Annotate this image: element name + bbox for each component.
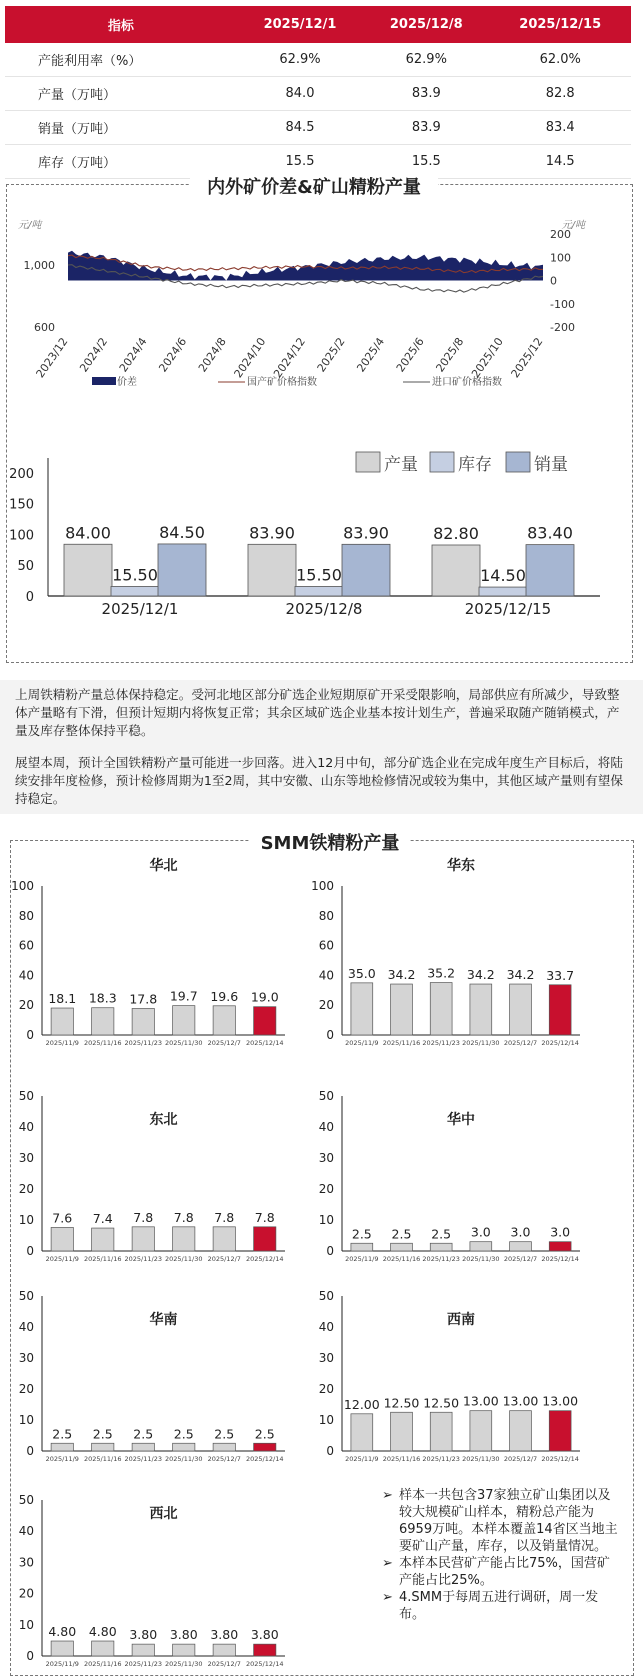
data-label: 4.80 [48,1624,77,1640]
bar [526,545,574,596]
legend-label: 库存 [458,455,492,475]
x-tick-label: 2025/11/23 [422,1255,460,1263]
data-label: 19.6 [210,988,239,1004]
x-tick-label: 2025/11/30 [462,1039,500,1047]
y-tick-right: -100 [550,297,575,311]
y-tick-label: 0 [26,1028,34,1042]
data-label: 84.00 [65,523,111,543]
y-tick-label: 30 [18,1151,34,1165]
bar [470,984,492,1035]
x-tick-label: 2025/12 [508,335,546,381]
table-cell: 产能利用率（%） [5,43,237,77]
table-cell: 62.0% [489,43,631,77]
data-label: 15.50 [112,565,158,585]
data-label: 35.2 [427,965,456,981]
data-label: 35.0 [347,965,376,981]
y-tick-label: 20 [18,1586,34,1601]
bar [510,1242,532,1251]
y-tick-label: 20 [18,998,34,1013]
data-label: 3.80 [129,1627,158,1643]
bar [391,1412,413,1451]
y-tick-label: 0 [26,1244,34,1258]
legend-label: 产量 [384,455,418,475]
x-tick-label: 2024/2 [77,335,111,375]
data-label: 18.3 [88,990,117,1006]
data-label: 82.80 [433,523,479,543]
x-tick-label: 2024/6 [156,335,190,375]
y-tick-label: 50 [318,1289,334,1303]
x-tick-label: 2025/6 [393,335,427,375]
data-label: 3.0 [550,1224,571,1240]
bar-highlight [549,985,571,1035]
bar [430,1412,452,1451]
x-tick-label: 2025/11/16 [84,1039,122,1047]
data-label: 12.00 [343,1396,380,1412]
bar-highlight [254,1443,276,1451]
y-tick-label: 60 [318,938,334,953]
bar [213,1443,235,1451]
sample-notes [382,1487,622,1623]
x-tick-label: 2025/11/23 [124,1455,162,1463]
data-label: 12.50 [383,1395,420,1411]
table-row [5,43,631,77]
y-tick-label: 20 [18,1182,34,1196]
chart-title: 东北 [149,1112,178,1128]
x-tick-label: 2025/12/7 [207,1039,241,1047]
legend-swatch [430,452,454,472]
data-label: 3.0 [510,1224,531,1240]
table-header: 指标 [5,6,237,43]
commentary-paragraph-2: 展望本周，预计全国铁精粉产量可能进一步回落。进入12月中旬，部分矿选企业在完成年度生产目标后，将陆续安排年度检修，预计检修周期为1至2周，其中安徽、山东等地检修情况或较为集中，其他区域产量则有望保持稳定。 [15,755,623,806]
bullet-text: 本样本民营矿产能占比75%，国营矿产能占比25%。 [399,1556,610,1588]
x-tick-label: 2025/12/7 [207,1455,241,1463]
y-tick-label: 0 [26,1444,34,1458]
region-chart-east [311,858,643,1058]
bullet-text: 4.SMM于每周五进行调研，周一发布。 [399,1590,599,1622]
x-tick-label: 2025/11/30 [165,1039,203,1047]
x-tick-label: 2025/11/9 [345,1455,379,1463]
y-tick-left: 600 [34,321,55,334]
data-label: 7.8 [173,1209,194,1225]
x-tick-label: 2025/12/14 [541,1455,579,1463]
commentary-paragraph-1: 上周铁精粉产量总体保持稳定。受河北地区部分矿选企业短期原矿开采受限影响，局部供应有所减少，导致整体产量略有下滑，但预计短期内将恢复正常；其余区域矿选企业基本按计划生产，普遍采取随产随销模式，产量及库存整体保持平稳。 [15,687,620,738]
region-chart-north [0,858,330,1058]
data-label: 84.50 [159,522,205,542]
data-label: 15.50 [296,565,342,585]
x-tick-label: 2025/12/7 [207,1255,241,1263]
x-tick-label: 2025/11/9 [45,1660,79,1668]
bar-highlight [549,1411,571,1451]
commentary-box [0,680,643,814]
table-row [5,111,631,145]
data-label: 7.8 [133,1209,154,1225]
x-tick-label: 2025/11/9 [45,1039,79,1047]
data-label: 7.8 [254,1209,275,1225]
bullet-item [382,1487,622,1555]
bar [351,983,373,1035]
bar [351,1414,373,1451]
legend-swatch [356,452,380,472]
table-cell: 15.5 [363,145,489,179]
bullet-item [382,1555,622,1589]
bar-highlight [254,1227,276,1251]
x-tick-label: 2024/4 [116,335,150,375]
panel2-title: SMM铁精粉产量 [250,829,410,855]
x-tick-label: 2025/11/9 [345,1039,379,1047]
bar-highlight [254,1007,276,1035]
bar [92,1228,114,1251]
y-unit-left: 元/吨 [18,220,42,231]
data-label: 12.50 [423,1395,460,1411]
table-cell: 83.9 [363,111,489,145]
data-label: 2.5 [92,1426,113,1442]
bar [342,544,390,596]
y-tick-label: 20 [318,1382,334,1396]
data-label: 83.40 [527,523,573,543]
region-chart-northwest [0,1494,330,1678]
x-tick-label: 2025/12/14 [246,1455,284,1463]
data-label: 2.5 [52,1426,73,1442]
table-cell: 82.8 [489,77,631,111]
panel1-title: 内外矿价差&矿山精粉产量 [190,173,438,199]
chart-title: 华北 [149,858,178,874]
y-tick-label: 0 [26,1649,34,1663]
table-cell: 84.5 [237,111,363,145]
table-cell: 83.4 [489,111,631,145]
bar [132,1644,154,1656]
y-tick-label: 80 [18,908,34,923]
data-label: 2.5 [173,1426,194,1442]
legend-swatch-spread [92,377,116,385]
x-tick-label: 2025/11/30 [165,1255,203,1263]
x-tick-label: 2025/11/9 [45,1255,79,1263]
bar [213,1644,235,1656]
table-cell: 84.0 [237,77,363,111]
chart-title: 华南 [149,1312,178,1328]
data-label: 19.0 [250,989,279,1005]
data-label: 83.90 [343,523,389,543]
bar [470,1242,492,1251]
bar [173,1227,195,1251]
bar [479,587,527,596]
legend-label: 销量 [534,455,568,475]
y-tick-label: 100 [11,879,34,893]
x-tick-label: 2025/11/30 [462,1455,500,1463]
chart-title: 华中 [447,1112,475,1128]
table-header: 2025/12/1 [237,6,363,43]
x-tick-label: 2025/11/16 [382,1255,421,1263]
data-label: 3.80 [210,1627,239,1643]
y-tick-label: 20 [318,1182,334,1196]
x-category-label: 2025/12/8 [285,600,363,618]
y-tick-label: 0 [326,1244,334,1258]
table-cell: 14.5 [489,145,631,179]
y-tick-label: 30 [18,1351,34,1365]
data-label: 3.0 [470,1224,491,1240]
data-label: 17.8 [129,991,158,1007]
x-tick-label: 2025/11/23 [124,1660,162,1668]
x-tick-label: 2025/11/9 [345,1255,379,1263]
y-tick-label: 0 [326,1028,334,1042]
x-tick-label: 2023/12 [33,335,71,381]
bar [51,1443,73,1451]
x-tick-label: 2025/12/7 [503,1455,538,1463]
legend-label: 国产矿价格指数 [247,377,317,388]
y-tick-label: 30 [318,1351,334,1365]
x-tick-label: 2025/11/30 [462,1255,500,1263]
x-tick-label: 2025/11/16 [382,1455,421,1463]
x-tick-label: 2025/11/16 [84,1455,122,1463]
x-tick-label: 2025/11/16 [84,1255,122,1263]
data-label: 2.5 [133,1426,154,1442]
y-tick-label: 150 [9,497,34,513]
bar [173,1006,195,1035]
bar-highlight [254,1644,276,1656]
data-label: 2.5 [214,1426,235,1442]
bar [391,1243,413,1251]
data-label: 33.7 [546,967,575,983]
x-tick-label: 2024/12 [271,335,308,381]
bar [132,1008,154,1035]
bar [432,545,480,596]
bar [510,1411,532,1451]
y-tick-label: 40 [18,968,34,983]
y-tick-left: 1,000 [23,259,55,272]
y-tick-label: 50 [18,1089,34,1103]
y-tick-label: 100 [311,879,334,893]
table-header-row [5,6,631,43]
bar [132,1227,154,1251]
data-label: 13.00 [462,1393,499,1409]
chart-title: 西北 [149,1506,178,1522]
table-cell: 15.5 [237,145,363,179]
table-cell: 62.9% [237,43,363,77]
bar [64,544,112,596]
x-tick-label: 2025/8 [433,335,467,375]
data-label: 4.80 [88,1624,117,1640]
y-tick-label: 100 [9,528,34,544]
bullet-text: 样本一共包含37家独立矿山集团以及较大规模矿山样本，精粉总产能为6959万吨。本样本覆盖14省区当地主要矿山产量，库存，以及销量情况。 [399,1488,618,1554]
y-tick-label: 40 [18,1524,34,1539]
bullet-marker-icon: ➢ [382,1488,393,1503]
bar [92,1641,114,1656]
x-tick-label: 2025/12/14 [541,1255,579,1263]
x-tick-label: 2025/12/14 [246,1660,284,1668]
data-label: 7.4 [92,1211,113,1227]
x-tick-label: 2024/10 [231,335,269,381]
y-tick-label: 10 [18,1617,34,1632]
data-label: 2.5 [391,1226,412,1242]
data-label: 7.8 [214,1209,235,1225]
x-tick-label: 2025/11/30 [165,1660,203,1668]
legend-label: 进口矿价格指数 [432,377,502,388]
y-tick-label: 60 [18,938,34,953]
bar [51,1227,73,1251]
data-label: 14.50 [480,566,526,586]
data-label: 34.2 [387,967,416,983]
x-tick-label: 2025/12/7 [503,1255,538,1263]
bar [510,984,532,1035]
region-chart-northeast [0,1086,330,1270]
data-label: 2.5 [431,1226,452,1242]
y-tick-label: 10 [18,1413,34,1427]
y-tick-label: 10 [318,1213,334,1227]
y-tick-label: 40 [318,1120,334,1134]
y-tick-label: 20 [18,1382,34,1396]
bar [295,586,343,596]
y-tick-label: 40 [18,1120,34,1134]
y-tick-label: 40 [18,1320,34,1334]
data-label: 34.2 [506,967,535,983]
bar [173,1443,195,1451]
bar [158,544,206,596]
table-row [5,77,631,111]
x-tick-label: 2025/11/23 [124,1039,162,1047]
x-tick-label: 2025/10 [469,335,506,381]
bullet-marker-icon: ➢ [382,1556,393,1571]
x-tick-label: 2025/12/7 [207,1660,241,1668]
data-label: 2.5 [351,1226,372,1242]
y-tick-label: 50 [18,1289,34,1303]
data-label: 34.2 [466,967,495,983]
y-tick-label: 10 [18,1213,34,1227]
y-tick-label: 30 [318,1151,334,1165]
x-tick-label: 2025/12/14 [541,1039,579,1047]
bullet-item [382,1589,622,1623]
x-tick-label: 2025/11/16 [382,1039,421,1047]
data-label: 13.00 [542,1393,579,1409]
table-header: 2025/12/8 [363,6,489,43]
data-label: 3.80 [250,1627,279,1643]
legend-swatch [506,452,530,472]
region-chart-southwest [320,1290,643,1474]
bar [213,1006,235,1035]
x-tick-label: 2024/8 [195,335,229,375]
bar [351,1243,373,1251]
weekly-output-chart [0,455,643,658]
y-tick-right: 100 [550,251,571,265]
bar [51,1641,73,1656]
data-label: 13.00 [502,1393,539,1409]
table-cell: 销量（万吨） [5,111,237,145]
price-spread-chart [0,220,643,420]
table-header: 2025/12/15 [489,6,631,43]
x-tick-label: 2025/11/30 [165,1455,203,1463]
data-label: 3.80 [169,1627,198,1643]
x-tick-label: 2025/11/16 [84,1660,122,1668]
bar [92,1443,114,1451]
x-category-label: 2025/12/1 [101,600,179,618]
table-cell: 62.9% [363,43,489,77]
bar [173,1644,195,1656]
bar [213,1227,235,1251]
x-category-label: 2025/12/15 [464,600,552,618]
bar [132,1443,154,1451]
x-tick-label: 2025/2 [314,335,348,375]
summary-table [5,6,631,179]
bar [430,1243,452,1251]
chart-title: 华东 [447,858,475,874]
x-tick-label: 2025/12/7 [503,1039,538,1047]
table-cell: 83.9 [363,77,489,111]
y-tick-label: 0 [25,590,34,605]
bar [430,983,452,1035]
data-label: 19.7 [169,988,198,1004]
y-tick-label: 50 [17,559,34,575]
region-chart-central [320,1086,643,1270]
bar [248,544,296,596]
y-tick-label: 40 [318,1320,334,1334]
data-label: 2.5 [254,1426,275,1442]
bar-highlight [549,1242,571,1251]
x-tick-label: 2025/12/14 [246,1255,284,1263]
bullet-marker-icon: ➢ [382,1590,393,1605]
y-tick-label: 10 [318,1413,334,1427]
x-tick-label: 2025/11/23 [422,1455,460,1463]
x-tick-label: 2025/11/23 [124,1255,162,1263]
bar [391,984,413,1035]
table-cell: 产量（万吨） [5,77,237,111]
legend-label: 价差 [117,377,137,388]
data-label: 7.6 [52,1210,73,1226]
table-cell: 库存（万吨） [5,145,237,179]
data-label: 18.1 [48,991,77,1007]
y-tick-right: 0 [550,274,557,288]
y-tick-label: 80 [318,908,334,923]
x-tick-label: 2025/12/14 [246,1039,284,1047]
x-tick-label: 2025/11/23 [422,1039,460,1047]
y-tick-label: 50 [18,1493,34,1507]
y-tick-label: 30 [18,1555,34,1570]
region-chart-south [0,1290,330,1474]
y-tick-right: -200 [550,321,575,334]
y-tick-label: 20 [318,998,334,1013]
bar [51,1008,73,1035]
y-tick-label: 50 [318,1089,334,1103]
y-tick-label: 200 [9,466,34,482]
chart-title: 西南 [447,1312,475,1328]
x-tick-label: 2025/4 [354,335,388,375]
y-tick-right: 200 [550,228,571,241]
bar [111,586,159,596]
data-label: 83.90 [249,523,295,543]
y-tick-label: 40 [318,968,334,983]
bar [92,1008,114,1035]
bar [470,1411,492,1451]
x-tick-label: 2025/11/9 [45,1455,79,1463]
y-tick-label: 0 [326,1444,334,1458]
y-unit-right: 元/吨 [561,220,585,231]
